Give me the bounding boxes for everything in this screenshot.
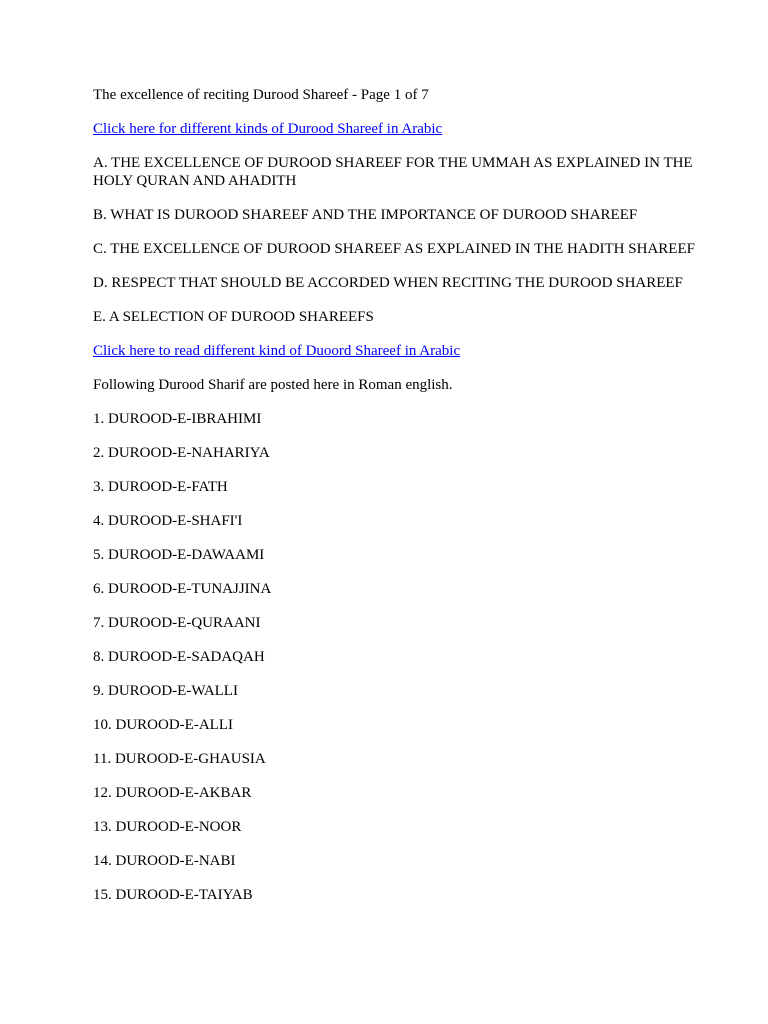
- list-item: 14. DUROOD-E-NABI: [93, 853, 236, 869]
- list-item: 8. DUROOD-E-SADAQAH: [93, 649, 265, 665]
- list-item: 11. DUROOD-E-GHAUSIA: [93, 751, 266, 767]
- list-item: 4. DUROOD-E-SHAFI'I: [93, 513, 243, 529]
- section-c: C. THE EXCELLENCE OF DUROOD SHAREEF AS EXPLAINED IN THE HADITH SHAREEF: [93, 241, 695, 257]
- list-item: 2. DUROOD-E-NAHARIYA: [93, 445, 270, 461]
- list-item: 7. DUROOD-E-QURAANI: [93, 615, 261, 631]
- arabic-durood-link-bottom: [93, 342, 733, 360]
- list-item: 15. DUROOD-E-TAIYAB: [93, 887, 253, 903]
- section-b: B. WHAT IS DUROOD SHAREEF AND THE IMPORTANCE OF DUROOD SHAREEF: [93, 207, 638, 223]
- list-item: 9. DUROOD-E-WALLI: [93, 683, 238, 699]
- durood-list: [93, 410, 733, 904]
- list-item: 13. DUROOD-E-NOOR: [93, 819, 242, 835]
- list-item: 12. DUROOD-E-AKBAR: [93, 785, 252, 801]
- section-a: A. THE EXCELLENCE OF DUROOD SHAREEF FOR THE UMMAH AS EXPLAINED IN THE HOLY QURAN AND AHADITH: [93, 155, 693, 189]
- section-d: D. RESPECT THAT SHOULD BE ACCORDED WHEN RECITING THE DUROOD SHAREEF: [93, 275, 683, 291]
- arabic-durood-link-top: [93, 120, 733, 138]
- list-item: 3. DUROOD-E-FATH: [93, 479, 228, 495]
- list-item: 10. DUROOD-E-ALLI: [93, 717, 233, 733]
- list-item: 5. DUROOD-E-DAWAAMI: [93, 547, 265, 563]
- section-e: E. A SELECTION OF DUROOD SHAREEFS: [93, 309, 374, 325]
- document-page: [93, 86, 733, 920]
- arabic-durood-kind-link[interactable]: Click here to read different kind of Duoord Shareef in Arabic: [93, 343, 461, 359]
- list-item: 6. DUROOD-E-TUNAJJINA: [93, 581, 272, 597]
- list-item: 1. DUROOD-E-IBRAHIMI: [93, 411, 262, 427]
- intro-text: Following Durood Sharif are posted here in Roman english.: [93, 377, 453, 393]
- page-header: The excellence of reciting Durood Shareef - Page 1 of 7: [93, 87, 429, 103]
- arabic-durood-link[interactable]: Click here for different kinds of Durood Shareef in Arabic: [93, 121, 443, 137]
